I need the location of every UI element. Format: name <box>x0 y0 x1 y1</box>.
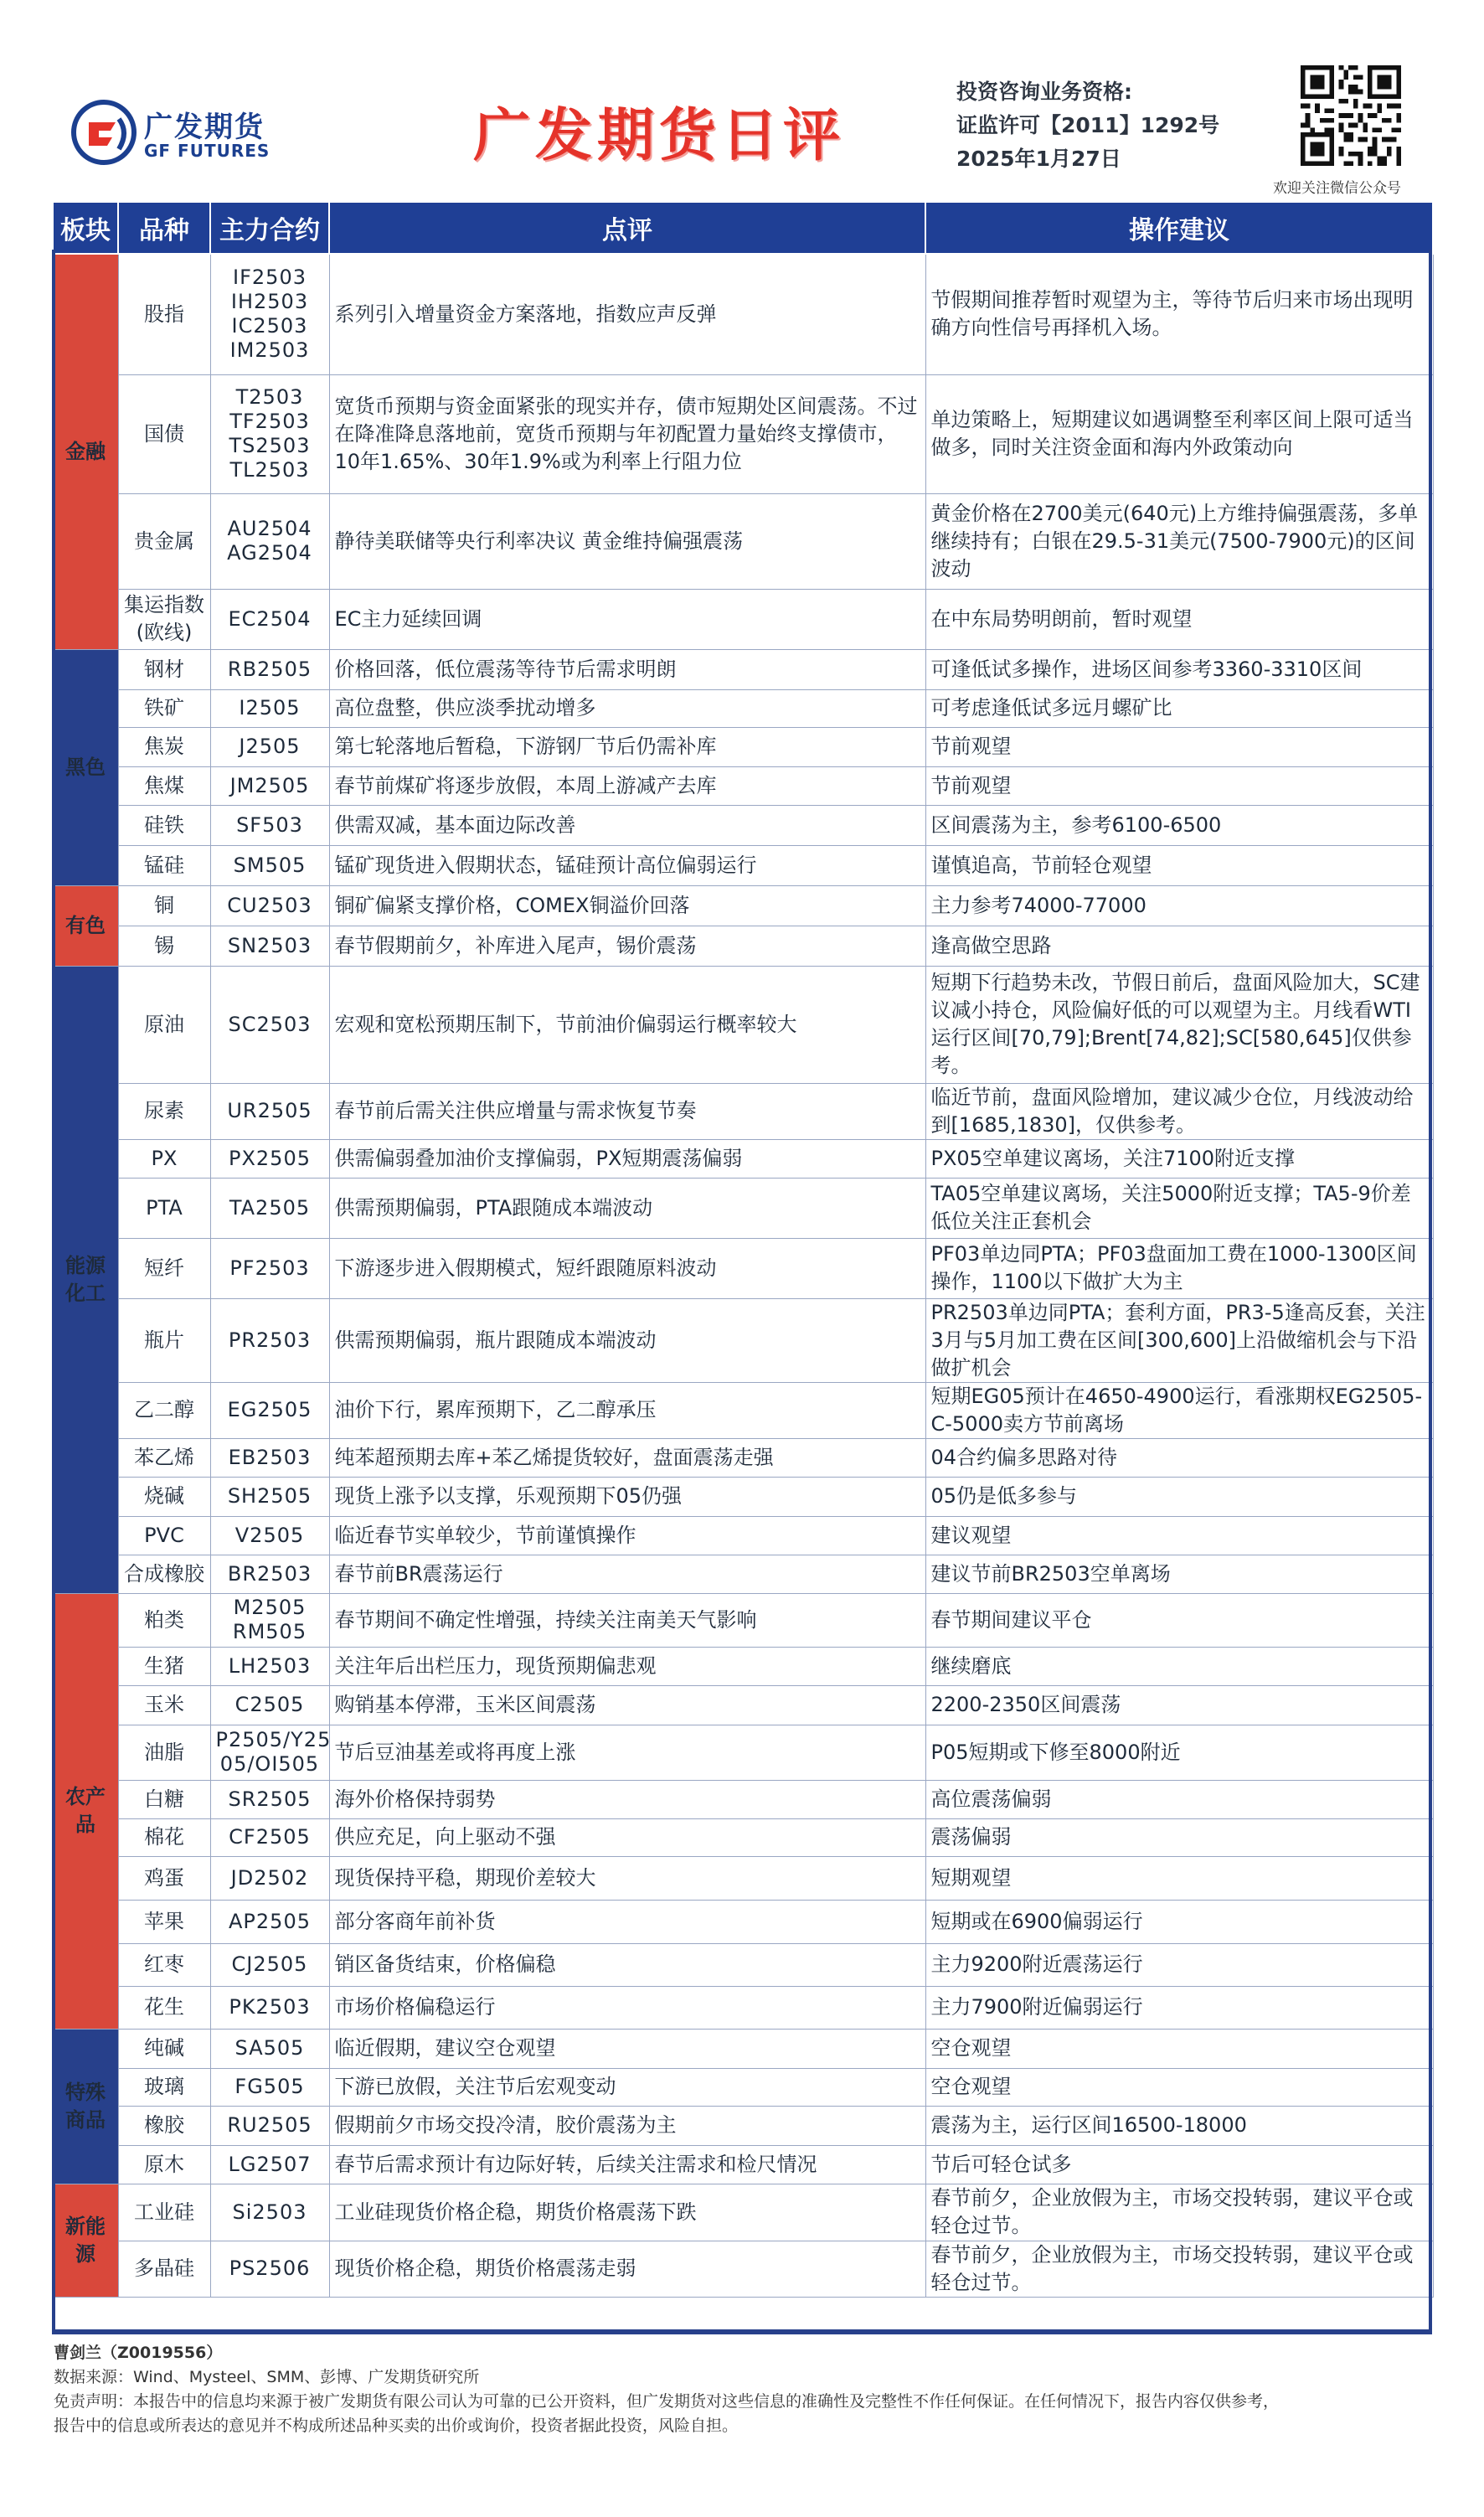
table-row <box>53 1725 1433 1780</box>
advice-cell: 短期或在6900偏弱运行 <box>925 1900 1433 1943</box>
table-row <box>53 1516 1433 1555</box>
advice-cell: 可逢低试多操作，进场区间参考3360-3310区间 <box>925 649 1433 689</box>
contract-cell: LH2503 <box>210 1647 329 1685</box>
advice-cell: 震荡为主，运行区间16500-18000 <box>925 2106 1433 2145</box>
contract-cell: T2503 TF2503 TS2503 TL2503 <box>210 374 329 493</box>
logo-english-name: GF FUTURES <box>144 141 271 161</box>
header-comment: 点评 <box>329 202 925 254</box>
comment-cell: 油价下行，累库预期下，乙二醇承压 <box>329 1382 925 1438</box>
table-row <box>53 689 1433 727</box>
variety-cell: PTA <box>118 1178 210 1238</box>
contract-cell: JM2505 <box>210 766 329 805</box>
table-row <box>53 254 1433 374</box>
variety-cell: 白糖 <box>118 1780 210 1818</box>
table-row <box>53 1555 1433 1593</box>
table-row <box>53 1647 1433 1685</box>
advice-cell: 短期观望 <box>925 1856 1433 1900</box>
advice-cell: 2200-2350区间震荡 <box>925 1685 1433 1725</box>
table-row <box>53 1856 1433 1900</box>
variety-cell: 多晶硅 <box>118 2241 210 2297</box>
contract-cell: FG505 <box>210 2068 329 2106</box>
company-logo <box>70 99 288 166</box>
table-row <box>53 766 1433 805</box>
comment-cell: 工业硅现货价格企稳，期货价格震荡下跌 <box>329 2184 925 2241</box>
sector-cell: 有色 <box>53 885 118 966</box>
header-contract: 主力合约 <box>210 202 329 254</box>
license-line: 证监许可【2011】1292号 <box>956 113 1220 137</box>
comment-cell: 节后豆油基差或将再度上涨 <box>329 1725 925 1780</box>
sector-cell: 金融 <box>53 254 118 649</box>
comment-cell: 春节期间不确定性增强，持续关注南美天气影响 <box>329 1593 925 1647</box>
contract-cell: SR2505 <box>210 1780 329 1818</box>
comment-cell: 供需偏弱叠加油价支撑偏弱，PX短期震荡偏弱 <box>329 1139 925 1178</box>
comment-cell: 第七轮落地后暂稳，下游钢厂节后仍需补库 <box>329 727 925 766</box>
table-row <box>53 1382 1433 1438</box>
gf-logo-icon <box>70 99 137 166</box>
comment-cell: 关注年后出栏压力，现货预期偏悲观 <box>329 1647 925 1685</box>
variety-cell: 瓶片 <box>118 1298 210 1382</box>
variety-cell: 焦炭 <box>118 727 210 766</box>
table-row <box>53 2106 1433 2145</box>
table-row <box>53 727 1433 766</box>
comment-cell: 锰矿现货进入假期状态，锰硅预计高位偏弱运行 <box>329 845 925 885</box>
table-row <box>53 1238 1433 1298</box>
table-row <box>53 926 1433 966</box>
qr-code-icon <box>1301 65 1401 166</box>
table-row <box>53 1139 1433 1178</box>
variety-cell: 红枣 <box>118 1943 210 1986</box>
variety-cell: 铜 <box>118 885 210 926</box>
comment-cell: 春节假期前夕，补库进入尾声，锡价震荡 <box>329 926 925 966</box>
variety-cell: 乙二醇 <box>118 1382 210 1438</box>
header-advice: 操作建议 <box>925 202 1433 254</box>
report-header <box>0 0 1484 201</box>
table-row <box>53 589 1433 649</box>
table-row <box>53 2184 1433 2241</box>
contract-cell: EG2505 <box>210 1382 329 1438</box>
contract-cell: CJ2505 <box>210 1943 329 1986</box>
contract-cell: C2505 <box>210 1685 329 1725</box>
variety-cell: 纯碱 <box>118 2029 210 2068</box>
comment-cell: 铜矿偏紧支撑价格，COMEX铜溢价回落 <box>329 885 925 926</box>
table-frame-bottom <box>52 2329 1432 2334</box>
comment-cell: 购销基本停滞，玉米区间震荡 <box>329 1685 925 1725</box>
table-row <box>53 2145 1433 2184</box>
variety-cell: 铁矿 <box>118 689 210 727</box>
analyst-name: 曹剑兰（Z0019556） <box>54 2344 223 2362</box>
table-row <box>53 885 1433 926</box>
header-variety: 品种 <box>118 202 210 254</box>
advice-cell: 节前观望 <box>925 727 1433 766</box>
contract-cell: PR2503 <box>210 1298 329 1382</box>
table-row <box>53 493 1433 589</box>
comment-cell: 春节前后需关注供应增量与需求恢复节奏 <box>329 1083 925 1139</box>
logo-chinese-name: 广发期货 <box>144 111 265 144</box>
advice-cell: 节前观望 <box>925 766 1433 805</box>
table-row <box>53 2029 1433 2068</box>
advice-cell: 春节前夕，企业放假为主，市场交投转弱，建议平仓或轻仓过节。 <box>925 2241 1433 2297</box>
table-row <box>53 1083 1433 1139</box>
advice-cell: 在中东局势明朗前，暂时观望 <box>925 589 1433 649</box>
contract-cell: CU2503 <box>210 885 329 926</box>
comment-cell: 现货保持平稳，期现价差较大 <box>329 1856 925 1900</box>
comment-cell: 供需预期偏弱，瓶片跟随成本端波动 <box>329 1298 925 1382</box>
advice-cell: 可考虑逢低试多远月螺矿比 <box>925 689 1433 727</box>
advice-cell: TA05空单建议离场，关注5000附近支撑；TA5-9价差低位关注正套机会 <box>925 1178 1433 1238</box>
contract-cell: PK2503 <box>210 1986 329 2029</box>
comment-cell: 价格回落，低位震荡等待节后需求明朗 <box>329 649 925 689</box>
table-row <box>53 1818 1433 1856</box>
variety-cell: 苹果 <box>118 1900 210 1943</box>
comment-cell: 下游逐步进入假期模式，短纤跟随原料波动 <box>329 1238 925 1298</box>
advice-cell: 建议观望 <box>925 1516 1433 1555</box>
variety-cell: 花生 <box>118 1986 210 2029</box>
comment-cell: 假期前夕市场交投冷清，胶价震荡为主 <box>329 2106 925 2145</box>
table-row <box>53 2241 1433 2297</box>
table-row <box>53 649 1433 689</box>
comment-cell: 临近假期，建议空仓观望 <box>329 2029 925 2068</box>
advice-cell: 05仍是低多参与 <box>925 1477 1433 1516</box>
contract-cell: I2505 <box>210 689 329 727</box>
variety-cell: 集运指数 (欧线) <box>118 589 210 649</box>
advice-cell: 主力7900附近偏弱运行 <box>925 1986 1433 2029</box>
comment-cell: 供需预期偏弱，PTA跟随成本端波动 <box>329 1178 925 1238</box>
table-frame-right <box>1429 250 1432 2333</box>
contract-cell: LG2507 <box>210 2145 329 2184</box>
table-row <box>53 845 1433 885</box>
contract-cell: RB2505 <box>210 649 329 689</box>
data-source: 数据来源：Wind、Mysteel、SMM、彭博、广发期货研究所 <box>54 2368 480 2386</box>
advice-cell: 空仓观望 <box>925 2068 1433 2106</box>
contract-cell: PX2505 <box>210 1139 329 1178</box>
advice-cell: 临近节前，盘面风险增加，建议减少仓位，月线波动给到[1685,1830]，仅供参考。 <box>925 1083 1433 1139</box>
contract-cell: Si2503 <box>210 2184 329 2241</box>
comment-cell: 市场价格偏稳运行 <box>329 1986 925 2029</box>
table-row <box>53 1943 1433 1986</box>
advice-cell: 建议节前BR2503空单离场 <box>925 1555 1433 1593</box>
advice-cell: 谨慎追高，节前轻仓观望 <box>925 845 1433 885</box>
variety-cell: 原油 <box>118 966 210 1083</box>
variety-cell: 焦煤 <box>118 766 210 805</box>
variety-cell: 玻璃 <box>118 2068 210 2106</box>
variety-cell: 尿素 <box>118 1083 210 1139</box>
advice-cell: 震荡偏弱 <box>925 1818 1433 1856</box>
advice-cell: 04合约偏多思路对待 <box>925 1438 1433 1477</box>
table-row <box>53 1298 1433 1382</box>
comment-cell: 临近春节实单较少，节前谨慎操作 <box>329 1516 925 1555</box>
comment-cell: 供应充足，向上驱动不强 <box>329 1818 925 1856</box>
advice-cell: 高位震荡偏弱 <box>925 1780 1433 1818</box>
variety-cell: 锰硅 <box>118 845 210 885</box>
variety-cell: 钢材 <box>118 649 210 689</box>
variety-cell: 棉花 <box>118 1818 210 1856</box>
variety-cell: 原木 <box>118 2145 210 2184</box>
table-row <box>53 1593 1433 1647</box>
contract-cell: UR2505 <box>210 1083 329 1139</box>
contract-cell: AU2504 AG2504 <box>210 493 329 589</box>
sector-cell: 新能源 <box>53 2184 118 2297</box>
contract-cell: JD2502 <box>210 1856 329 1900</box>
contract-cell: TA2505 <box>210 1178 329 1238</box>
variety-cell: 橡胶 <box>118 2106 210 2145</box>
table-header-row <box>53 202 1433 254</box>
comment-cell: EC主力延续回调 <box>329 589 925 649</box>
variety-cell: 粕类 <box>118 1593 210 1647</box>
advice-cell: 主力参考74000-77000 <box>925 885 1433 926</box>
header-sector: 板块 <box>53 202 118 254</box>
variety-cell: 短纤 <box>118 1238 210 1298</box>
advice-cell: 逢高做空思路 <box>925 926 1433 966</box>
contract-cell: PS2506 <box>210 2241 329 2297</box>
comment-cell: 纯苯超预期去库+苯乙烯提货较好，盘面震荡走强 <box>329 1438 925 1477</box>
contract-cell: P2505/Y25 05/OI505 <box>210 1725 329 1780</box>
variety-cell: PX <box>118 1139 210 1178</box>
variety-cell: 苯乙烯 <box>118 1438 210 1477</box>
table-body <box>53 254 1433 2297</box>
contract-cell: SC2503 <box>210 966 329 1083</box>
contract-cell: PF2503 <box>210 1238 329 1298</box>
advice-cell: 区间震荡为主，参考6100-6500 <box>925 805 1433 845</box>
table-row <box>53 1780 1433 1818</box>
comment-cell: 系列引入增量资金方案落地，指数应声反弹 <box>329 254 925 374</box>
comment-cell: 供需双减，基本面边际改善 <box>329 805 925 845</box>
advice-cell: 单边策略上，短期建议如遇调整至利率区间上限可适当做多，同时关注资金面和海内外政策动向 <box>925 374 1433 493</box>
advice-cell: 节假期间推荐暂时观望为主，等待节后归来市场出现明确方向性信号再择机入场。 <box>925 254 1433 374</box>
variety-cell: 油脂 <box>118 1725 210 1780</box>
advice-cell: P05短期或下修至8000附近 <box>925 1725 1433 1780</box>
comment-cell: 宽货币预期与资金面紧张的现实并存，债市短期处区间震荡。不过在降准降息落地前，宽货币预期与年初配置力量始终支撑债市，10年1.65%、30年1.9%或为利率上行阻力位 <box>329 374 925 493</box>
table-row <box>53 1986 1433 2029</box>
table-row <box>53 2068 1433 2106</box>
contract-cell: AP2505 <box>210 1900 329 1943</box>
sector-cell: 黑色 <box>53 649 118 885</box>
variety-cell: 锡 <box>118 926 210 966</box>
variety-cell: 国债 <box>118 374 210 493</box>
contract-cell: SF503 <box>210 805 329 845</box>
variety-cell: 工业硅 <box>118 2184 210 2241</box>
contract-cell: EB2503 <box>210 1438 329 1477</box>
advice-cell: 春节前夕，企业放假为主，市场交投转弱，建议平仓或轻仓过节。 <box>925 2184 1433 2241</box>
advice-cell: 春节期间建议平仓 <box>925 1593 1433 1647</box>
contract-cell: V2505 <box>210 1516 329 1555</box>
variety-cell: PVC <box>118 1516 210 1555</box>
table-row <box>53 966 1433 1083</box>
advice-cell: PR2503单边同PTA；套利方面，PR3-5逢高反套，关注3月与5月加工费在区间[300,600]上沿做缩机会与下沿做扩机会 <box>925 1298 1433 1382</box>
comment-cell: 海外价格保持弱势 <box>329 1780 925 1818</box>
sector-cell: 农产品 <box>53 1593 118 2029</box>
variety-cell: 合成橡胶 <box>118 1555 210 1593</box>
advice-cell: PF03单边同PTA；PF03盘面加工费在1000-1300区间操作，1100以下做扩大为主 <box>925 1238 1433 1298</box>
variety-cell: 生猪 <box>118 1647 210 1685</box>
qualification-info <box>956 75 1219 176</box>
advice-cell: 空仓观望 <box>925 2029 1433 2068</box>
comment-cell: 宏观和宽松预期压制下，节前油价偏弱运行概率较大 <box>329 966 925 1083</box>
contract-cell: J2505 <box>210 727 329 766</box>
table-row <box>53 1685 1433 1725</box>
commodity-table <box>52 201 1434 2298</box>
report-date: 2025年1月27日 <box>956 147 1121 171</box>
comment-cell: 春节前煤矿将逐步放假，本周上游减产去库 <box>329 766 925 805</box>
disclaimer-line-1: 免责声明：本报告中的信息均来源于被广发期货有限公司认为可靠的已公开资料，但广发期货对这些信息的准确性及完整性不作任何保证。在任何情况下，报告内容仅供参考， <box>54 2392 1280 2411</box>
table-row <box>53 805 1433 845</box>
contract-cell: CF2505 <box>210 1818 329 1856</box>
contract-cell: IF2503 IH2503 IC2503 IM2503 <box>210 254 329 374</box>
report-footer <box>54 2341 1279 2438</box>
table-frame-left <box>52 250 55 2333</box>
contract-cell: EC2504 <box>210 589 329 649</box>
contract-cell: SN2503 <box>210 926 329 966</box>
variety-cell: 鸡蛋 <box>118 1856 210 1900</box>
variety-cell: 股指 <box>118 254 210 374</box>
contract-cell: SH2505 <box>210 1477 329 1516</box>
comment-cell: 下游已放假，关注节后宏观变动 <box>329 2068 925 2106</box>
advice-cell: 继续磨底 <box>925 1647 1433 1685</box>
comment-cell: 现货上涨予以支撑，乐观预期下05仍强 <box>329 1477 925 1516</box>
comment-cell: 高位盘整，供应淡季扰动增多 <box>329 689 925 727</box>
contract-cell: BR2503 <box>210 1555 329 1593</box>
qr-caption: 欢迎关注微信公众号 <box>1273 180 1401 197</box>
advice-cell: 主力9200附近震荡运行 <box>925 1943 1433 1986</box>
contract-cell: M2505 RM505 <box>210 1593 329 1647</box>
comment-cell: 春节前BR震荡运行 <box>329 1555 925 1593</box>
contract-cell: SA505 <box>210 2029 329 2068</box>
comment-cell: 部分客商年前补货 <box>329 1900 925 1943</box>
variety-cell: 贵金属 <box>118 493 210 589</box>
comment-cell: 销区备货结束，价格偏稳 <box>329 1943 925 1986</box>
table-row <box>53 1477 1433 1516</box>
contract-cell: SM505 <box>210 845 329 885</box>
qualification-line: 投资咨询业务资格: <box>956 80 1132 104</box>
advice-cell: PX05空单建议离场，关注7100附近支撑 <box>925 1139 1433 1178</box>
table-row <box>53 1900 1433 1943</box>
comment-cell: 静待美联储等央行利率决议 黄金维持偏强震荡 <box>329 493 925 589</box>
table-row <box>53 374 1433 493</box>
table-row <box>53 1438 1433 1477</box>
disclaimer-line-2: 报告中的信息或所表达的意见并不构成所述品种买卖的出价或询价，投资者据此投资，风险自担。 <box>54 2416 739 2435</box>
report-title: 广发期货日评 <box>473 103 846 169</box>
sector-cell: 能源 化工 <box>53 966 118 1593</box>
comment-cell: 春节后需求预计有边际好转，后续关注需求和检尺情况 <box>329 2145 925 2184</box>
advice-cell: 短期下行趋势未改，节假日前后，盘面风险加大，SC建议减小持仓，风险偏好低的可以观望为主。月线看WTI运行区间[70,79];Brent[74,82];SC[580,645]仅供参考。 <box>925 966 1433 1083</box>
advice-cell: 短期EG05预计在4650-4900运行，看涨期权EG2505-C-5000卖方节前离场 <box>925 1382 1433 1438</box>
advice-cell: 节后可轻仓试多 <box>925 2145 1433 2184</box>
contract-cell: RU2505 <box>210 2106 329 2145</box>
table-row <box>53 1178 1433 1238</box>
variety-cell: 玉米 <box>118 1685 210 1725</box>
variety-cell: 烧碱 <box>118 1477 210 1516</box>
comment-cell: 现货价格企稳，期货价格震荡走弱 <box>329 2241 925 2297</box>
advice-cell: 黄金价格在2700美元(640元)上方维持偏强震荡，多单继续持有；白银在29.5-31美元(7500-7900元)的区间波动 <box>925 493 1433 589</box>
variety-cell: 硅铁 <box>118 805 210 845</box>
sector-cell: 特殊 商品 <box>53 2029 118 2184</box>
